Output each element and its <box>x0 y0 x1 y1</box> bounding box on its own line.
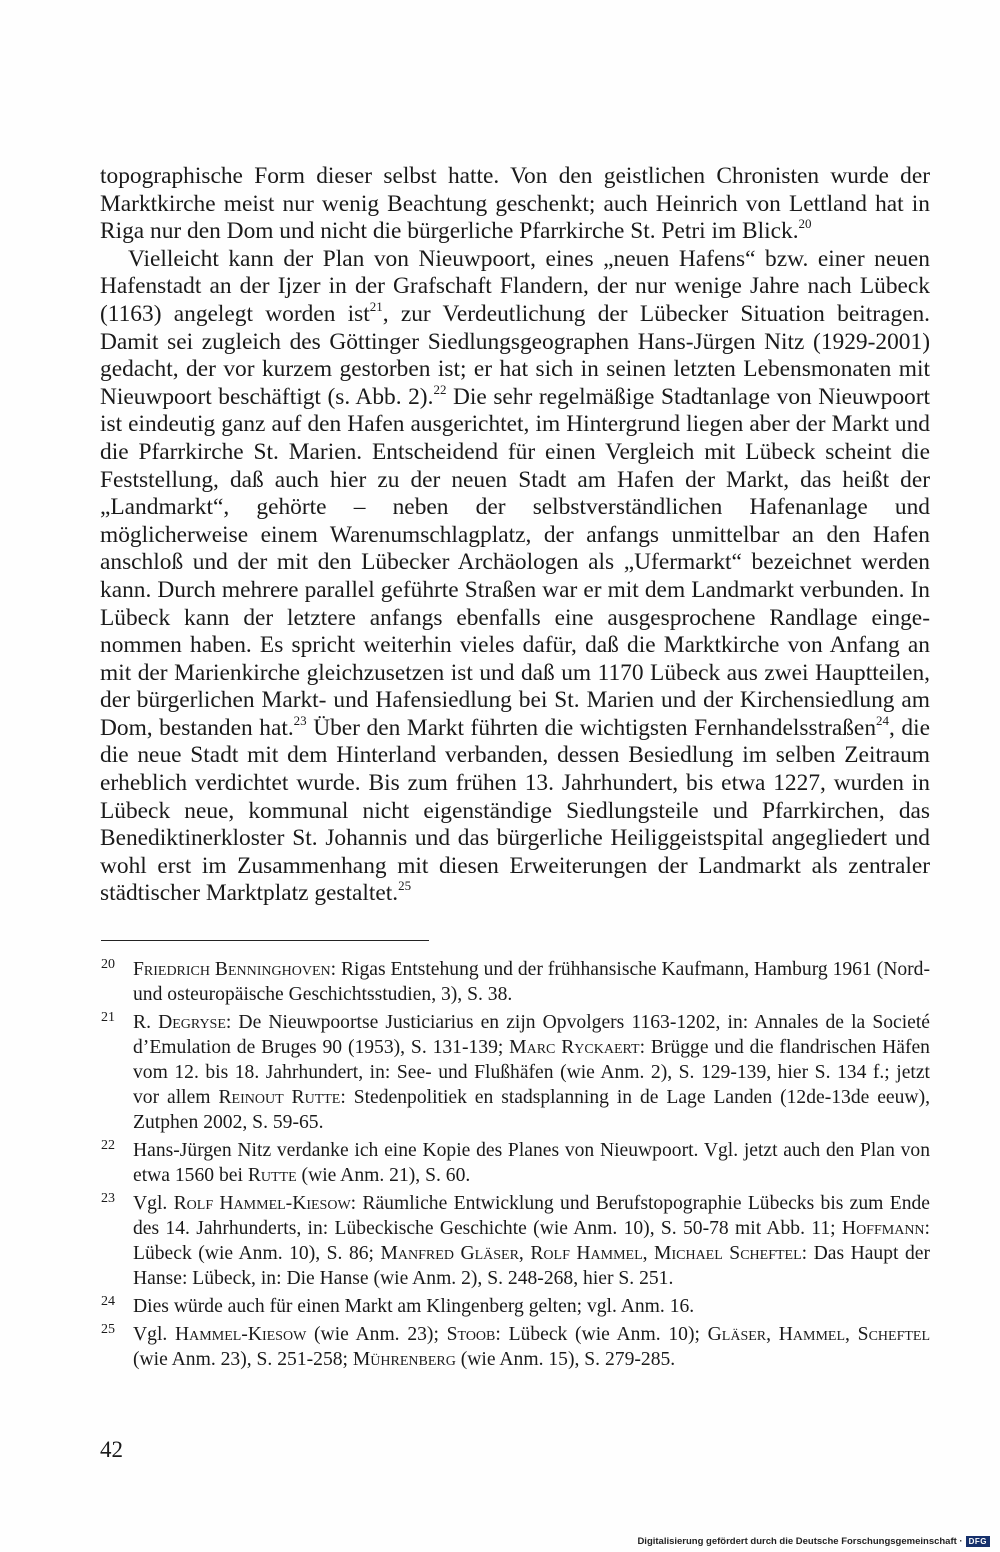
author-name: Manfred Gläser, Rolf Hammel, Michael Scheftel <box>380 1243 802 1264</box>
footnote-ref-24[interactable]: 24 <box>876 712 890 728</box>
footnotes <box>101 957 930 1375</box>
author-name: Stoob <box>446 1324 496 1345</box>
author-name: Hoffmann <box>841 1218 925 1239</box>
footnote-number: 23 <box>101 1191 115 1206</box>
paragraph-1: topographische Form dieser selbst hatte. Von den geistlichen Chronisten wurde der Marktkirche meist nur wenig Beachtung geschenkt; auch Heinrich von Lettland hat in Riga nur den Dom und nicht die bürgerliche Pfarrkirche St. Petri im Blick.$^{20}$ <box>100 163 930 245</box>
footnote-number: 22 <box>101 1138 115 1153</box>
footnote-ref-21[interactable]: 21 <box>369 298 383 314</box>
main-text <box>100 163 930 908</box>
author-name: Degryse <box>158 1012 226 1033</box>
author-name: Rolf Hammel-Kiesow <box>173 1193 351 1214</box>
footnote-ref-23[interactable]: 23 <box>293 712 307 728</box>
footnote-number: 20 <box>101 957 115 972</box>
footnote-21: 21 R. Degryse: De Nieuwpoortse Justiciarius en zijn Opvolgers 1163-1202, in: Annales de la Societé d’Emulation de Bruges 90 (1953), S. 131-139; Marc Ryckaert: Brügge und die flandrischen Häfen vom 12. bis 18. Jahrhundert, in: See- und Flußhäfen (wie Anm. 2), S. 129-139, hier S. 134 f.; jetzt vor allem Reinout Rutte: Stedenpolitiek en stadsplanning in de Lage Landen (12de-13de eeuw), Zutphen 2002, S. 59-65. <box>101 1010 930 1135</box>
footnote-24: 24 Dies würde auch für einen Markt am Klingenberg gelten; vgl. Anm. 16. <box>101 1294 930 1319</box>
author-name: Hammel-Kiesow <box>175 1324 307 1345</box>
footnote-ref-25[interactable]: 25 <box>398 878 412 894</box>
author-name: Friedrich Benninghoven <box>133 959 331 980</box>
footnote-number: 24 <box>101 1294 115 1309</box>
footnote-ref-20[interactable]: 20 <box>798 216 812 232</box>
author-name: Rutte <box>247 1165 297 1186</box>
footnote-23: 23 Vgl. Rolf Hammel-Kiesow: Räumliche Entwicklung und Berufstopographie Lübecks bis zum Ende des 14. Jahrhunderts, in: Lübeckische Geschichte (wie Anm. 10), S. 50-78 mit Abb. 11; Hoffmann: Lübeck (wie Anm. 10), S. 86; Manfred Gläser, Rolf Hammel, Michael Scheftel: Das Haupt der Hanse: Lübeck, in: Die Hanse (wie Anm. 2), S. 248-268, hier S. 251. <box>101 1191 930 1291</box>
footnote-divider <box>101 940 429 941</box>
footnote-22: 22 Hans-Jürgen Nitz verdanke ich eine Kopie des Planes von Nieuwpoort. Vgl. jetzt auch den Plan von etwa 1560 bei Rutte (wie Anm. 21), S. 60. <box>101 1138 930 1188</box>
footnote-25: 25 Vgl. Hammel-Kiesow (wie Anm. 23); Stoob: Lübeck (wie Anm. 10); Gläser, Hammel, Scheftel (wie Anm. 23), S. 251-258; Mührenberg (wie Anm. 15), S. 279-285. <box>101 1322 930 1372</box>
footnote-number: 25 <box>101 1322 115 1337</box>
paragraph-2: Vielleicht kann der Plan von Nieuwpoort, eines „neuen Hafens“ bzw. einer neuen Hafenstadt an der Ijzer in der Grafschaft Flandern, der nur wenige Jahre nach Lübeck (1163) angelegt worden ist$^{21}$, zur Verdeutlichung der Lübecker Situation beitragen. Damit sei zugleich des Göttinger Siedlungsgeographen Hans-Jürgen Nitz (1929-2001) gedacht, der vor kurzem gestorben ist; er hat sich in seinen letzten Lebensmonaten mit Nieuwpoort beschäftigt (s. Abb. 2).$^{22}$ Die sehr regelmäßige Stadtanlage von Nieuwpoort ist eindeutig ganz auf den Hafen ausgerichtet, im Hintergrund liegen aber der Markt und die Pfarrkirche St. Marien. Entscheidend für einen Vergleich mit Lübeck scheint die Feststellung, daß auch hier zu der neuen Stadt am Hafen der Markt, das heißt der „Landmarkt“, gehörte – neben der selbstverständlichen Hafenanlage und möglicherweise einem Warenumschlagplatz, der anfangs unmittelbar an den Hafen anschloß und der mit den Lübecker Archäologen als „Ufermarkt“ bezeichnet werden kann. Durch mehrere parallel geführte Straßen war er mit dem Landmarkt verbunden. In Lübeck kann der letztere anfangs ebenfalls eine ausgesprochene Randlage eingenommen haben. Es spricht weiterhin vieles dafür, daß die Marktkirche von Anfang an mit der Marienkirche gleichzusetzen ist und daß um 1170 Lübeck aus zwei Hauptteilen, der bürgerlichen Markt- und Hafensiedlung bei St. Marien und der Kirchensiedlung am Dom, bestanden hat.$^{23}$ Über den Markt führten die wichtigsten Fernhandelsstraßen$^{24}$, die die neue Stadt mit dem Hinterland verbanden, dessen Besiedlung im selben Zeitraum erheblich verdichtet wurde. Bis zum frühen 13. Jahrhundert, bis etwa 1227, wurden in Lübeck neue, kommunal nicht eigenständige Siedlungsteile und Pfarrkirchen, das Benediktinerkloster St. Johannis und das bürgerliche Heiliggeistspital angegliedert und wohl erst im Zusammenhang mit diesen Erweiterungen der Landmarkt als zentraler städtischer Marktplatz gestaltet.$^{25}$ <box>100 245 930 907</box>
author-name: Reinout Rutte <box>218 1087 341 1108</box>
footer-text: Digitalisierung gefördert durch die Deutsche Forschungsgemeinschaft · <box>637 1536 963 1547</box>
dfg-logo: DFG <box>966 1536 990 1547</box>
footnote-ref-22[interactable]: 22 <box>433 381 447 397</box>
author-name: Marc Ryckaert <box>509 1037 640 1058</box>
digitization-footer <box>637 1536 990 1547</box>
footnote-20: 20 Friedrich Benninghoven: Rigas Entstehung und der frühhansische Kaufmann, Hamburg 1961 (Nord- und osteuropäische Geschichtsstudien, 3), S. 38. <box>101 957 930 1007</box>
author-name: Gläser, Hammel, Scheftel <box>707 1324 931 1345</box>
author-name: Mührenberg <box>352 1349 456 1370</box>
page-number: 42 <box>100 1437 123 1462</box>
footnote-number: 21 <box>101 1010 115 1025</box>
